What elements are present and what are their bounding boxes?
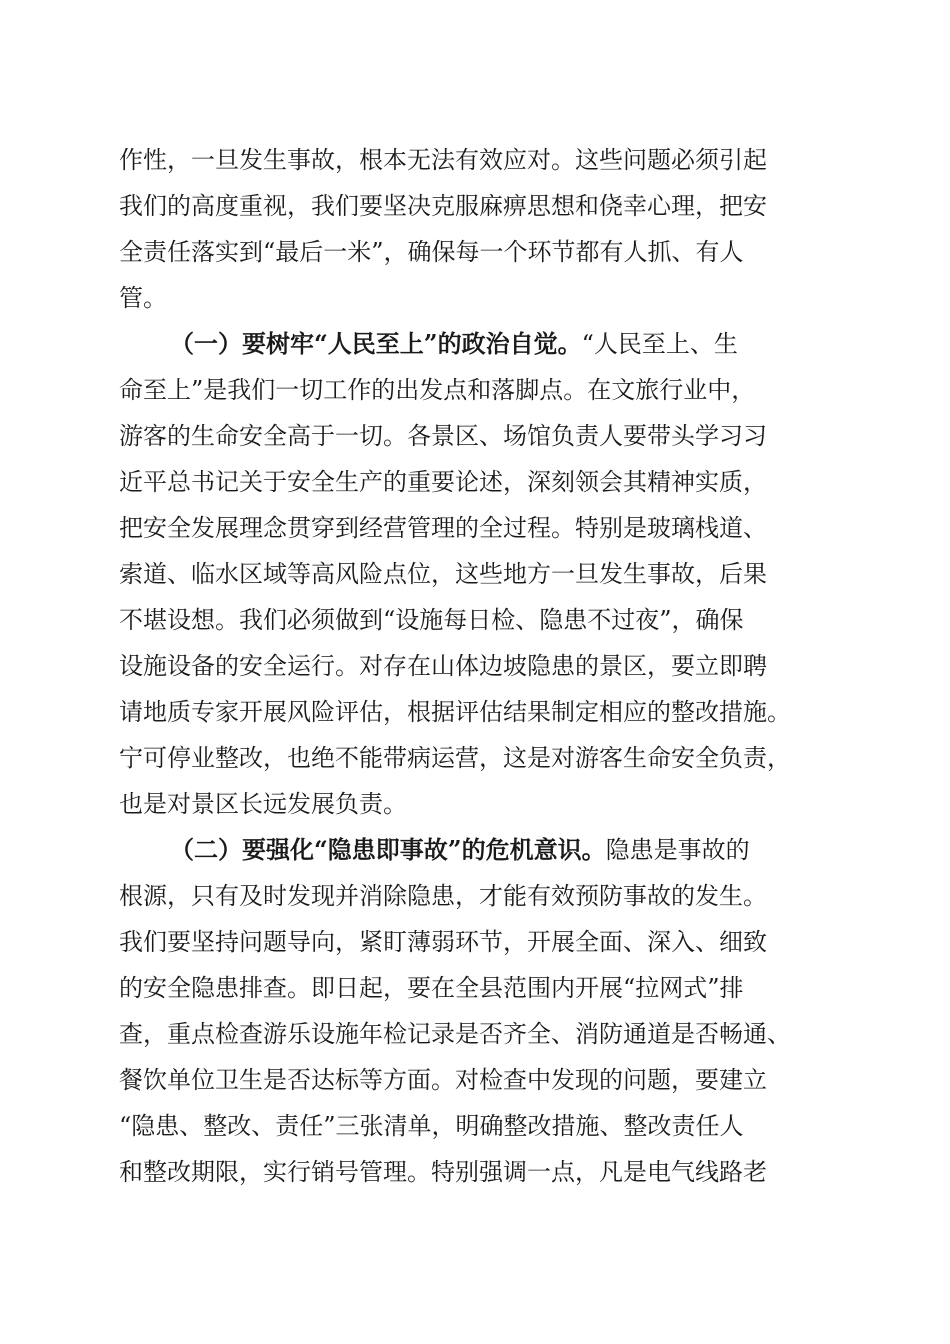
body-line: 设施设备的安全运行。对存在山体边坡隐患的景区，要立即聘 bbox=[119, 652, 767, 680]
body-line: 不堪设想。我们必须做到“设施每日检、隐患不过夜”，确保 bbox=[119, 606, 744, 634]
section-1-heading: （一）要树牢“人民至上”的政治自觉。 bbox=[170, 329, 582, 358]
body-line: 近平总书记关于安全生产的重要论述，深刻领会其精神实质， bbox=[119, 468, 767, 496]
body-line: 宁可停业整改，也绝不能带病运营，这是对游客生命安全负责， bbox=[119, 744, 791, 772]
body-line: 也是对景区长远发展负责。 bbox=[119, 790, 407, 818]
body-line: 作性，一旦发生事故，根本无法有效应对。这些问题必须引起 bbox=[119, 146, 767, 174]
body-line: 的安全隐患排查。即日起，要在全县范围内开展“拉网式”排 bbox=[119, 974, 744, 1002]
body-line: 请地质专家开展风险评估，根据评估结果制定相应的整改措施。 bbox=[119, 698, 791, 726]
section-1-text: “人民至上、生 bbox=[581, 330, 738, 358]
body-line: 命至上”是我们一切工作的出发点和落脚点。在文旅行业中， bbox=[119, 376, 756, 404]
body-line: 我们要坚持问题导向，紧盯薄弱环节，开展全面、深入、细致 bbox=[119, 928, 767, 956]
body-line: 索道、临水区域等高风险点位，这些地方一旦发生事故，后果 bbox=[119, 560, 767, 588]
section-2-first-line bbox=[170, 828, 840, 872]
body-line: 和整改期限，实行销号管理。特别强调一点，凡是电气线路老 bbox=[119, 1158, 767, 1186]
body-line: 把安全发展理念贯穿到经营管理的全过程。特别是玻璃栈道、 bbox=[119, 514, 767, 542]
section-2-heading: （二）要强化“隐患即事故”的危机意识。 bbox=[170, 835, 606, 864]
body-line: 全责任落实到“最后一米”，确保每一个环节都有人抓、有人 bbox=[119, 238, 744, 266]
body-line: 根源，只有及时发现并消除隐患，才能有效预防事故的发生。 bbox=[119, 882, 767, 910]
section-2-text: 隐患是事故的 bbox=[605, 836, 750, 864]
body-line: 我们的高度重视，我们要坚决克服麻痹思想和侥幸心理，把安 bbox=[119, 192, 767, 220]
body-line: 游客的生命安全高于一切。各景区、场馆负责人要带头学习习 bbox=[119, 422, 767, 450]
section-1-first-line bbox=[170, 322, 840, 366]
body-line: 管。 bbox=[119, 284, 167, 312]
body-line: 查，重点检查游乐设施年检记录是否齐全、消防通道是否畅通、 bbox=[119, 1020, 791, 1048]
body-line: 餐饮单位卫生是否达标等方面。对检查中发现的问题，要建立 bbox=[119, 1066, 767, 1094]
body-line: “隐患、整改、责任”三张清单，明确整改措施、整改责任人 bbox=[119, 1112, 744, 1140]
